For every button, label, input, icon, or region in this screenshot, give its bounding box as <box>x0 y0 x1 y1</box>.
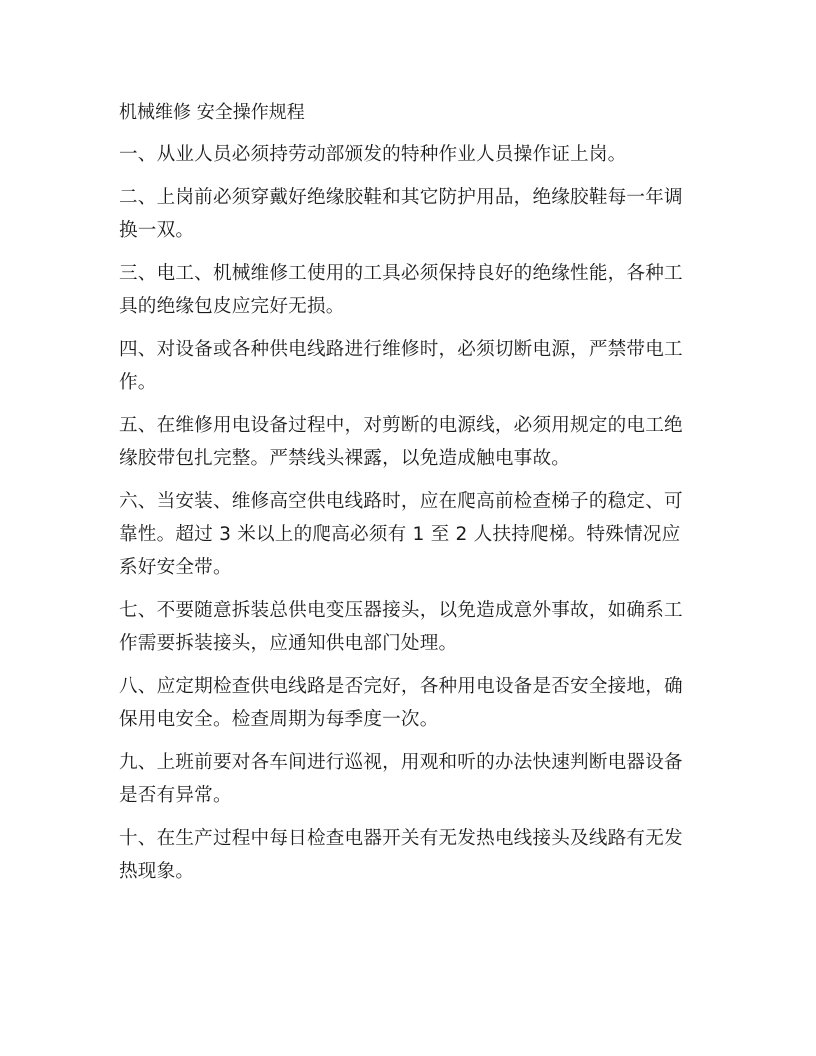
paragraph-1: 一、从业人员必须持劳动部颁发的特种作业人员操作证上岗。 <box>119 144 627 165</box>
document-page <box>119 98 699 898</box>
document-title: 机械维修 安全操作规程 <box>119 102 305 123</box>
paragraph-5: 五、在维修用电设备过程中，对剪断的电源线，必须用规定的电工绝缘胶带包扎完整。严禁线头裸露，以免造成触电事故。 <box>119 415 683 469</box>
paragraph-10: 十、在生产过程中每日检查电器开关有无发热电线接头及线路有无发热现象。 <box>119 828 683 882</box>
paragraph-6: 六、当安装、维修高空供电线路时，应在爬高前检查梯子的稳定、可靠性。超过 3 米以上的爬高必须有 1 至 2 人扶持爬梯。特殊情况应系好安全带。 <box>119 491 683 578</box>
paragraph-2: 二、上岗前必须穿戴好绝缘胶鞋和其它防护用品，绝缘胶鞋每一年调换一双。 <box>119 187 683 241</box>
paragraph-9: 九、上班前要对各车间进行巡视，用观和听的办法快速判断电器设备是否有异常。 <box>119 752 683 806</box>
paragraph-8: 八、应定期检查供电线路是否完好，各种用电设备是否安全接地，确保用电安全。检查周期为每季度一次。 <box>119 676 683 730</box>
paragraph-4: 四、对设备或各种供电线路进行维修时，必须切断电源，严禁带电工作。 <box>119 339 683 393</box>
paragraph-7: 七、不要随意拆装总供电变压器接头，以免造成意外事故，如确系工作需要拆装接头，应通知供电部门处理。 <box>119 600 683 654</box>
paragraph-3: 三、电工、机械维修工使用的工具必须保持良好的绝缘性能，各种工具的绝缘包皮应完好无损。 <box>119 263 683 317</box>
